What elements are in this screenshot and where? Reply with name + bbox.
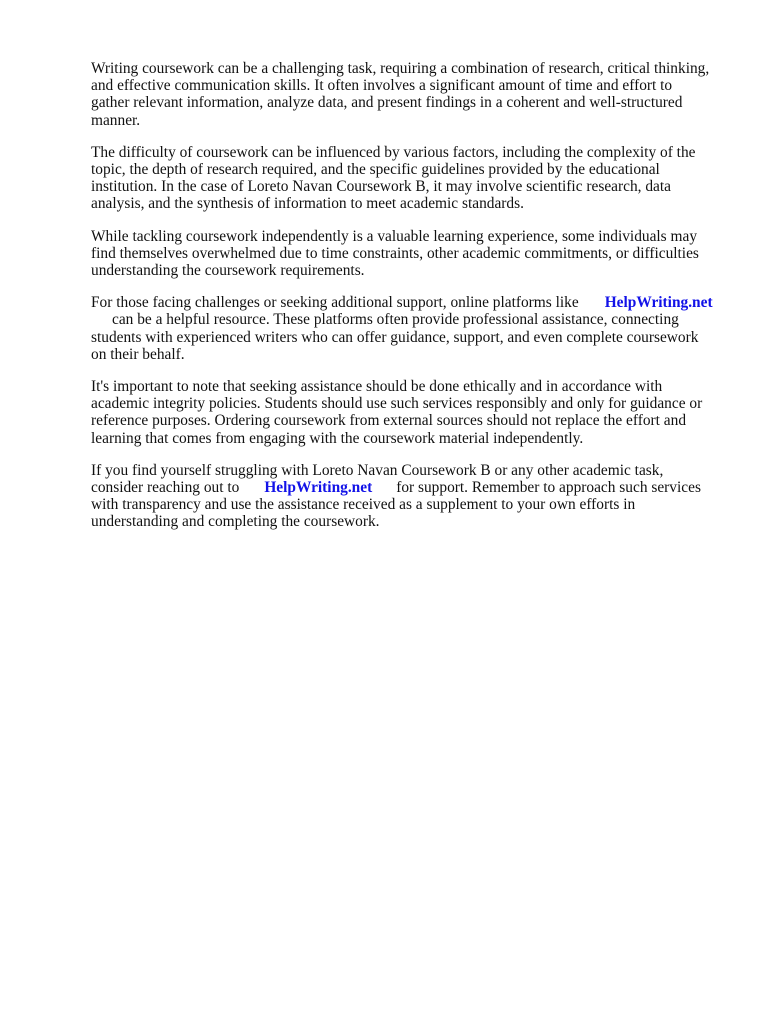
paragraph-ethics <box>91 378 721 447</box>
text-line: manner. <box>91 111 141 129</box>
text-line: understanding and completing the coursework. <box>91 513 380 531</box>
text-line: learning that comes from engaging with the coursework material independently. <box>91 429 584 447</box>
text-line: Writing coursework can be a challenging task, requiring a combination of research, critical thinking, <box>91 60 710 77</box>
text-segment: for support. Remember to approach such services <box>396 479 701 497</box>
text-line: gather relevant information, analyze data, and present findings in a coherent and well-structured <box>91 94 683 112</box>
paragraph-difficulty <box>91 144 721 213</box>
text-segment: For those facing challenges or seeking additional support, online platforms like <box>91 294 579 312</box>
text-line: reference purposes. Ordering coursework from external sources should not replace the effort and <box>91 412 687 430</box>
text-line: students with experienced writers who can offer guidance, support, and even complete coursework <box>91 328 699 346</box>
paragraph-independent <box>91 228 721 280</box>
text-line: academic integrity policies. Students should use such services responsibly and only for guidance or <box>91 395 703 413</box>
text-line <box>91 294 721 311</box>
text-line: It's important to note that seeking assistance should be done ethically and in accordance with <box>91 378 663 396</box>
paragraph-intro <box>91 60 721 129</box>
text-segment: consider reaching out to <box>91 479 240 497</box>
helpwriting-link[interactable]: HelpWriting.net <box>604 294 713 312</box>
text-line: If you find yourself struggling with Loreto Navan Coursework B or any other academic task, <box>91 461 664 479</box>
paragraph-support <box>91 294 721 363</box>
text-line: understanding the coursework requirements. <box>91 262 365 280</box>
helpwriting-link[interactable]: HelpWriting.net <box>264 479 373 497</box>
text-line: and effective communication skills. It often involves a significant amount of time and effort to <box>91 77 673 95</box>
text-line: institution. In the case of Loreto Navan Coursework B, it may involve scientific research, data <box>91 178 671 196</box>
text-line <box>91 311 721 328</box>
text-line: with transparency and use the assistance received as a supplement to your own efforts in <box>91 496 636 514</box>
paragraph-conclusion <box>91 462 721 531</box>
text-line: While tackling coursework independently is a valuable learning experience, some individuals may <box>91 227 698 245</box>
text-line: analysis, and the synthesis of information to meet academic standards. <box>91 195 524 213</box>
document-body <box>91 60 721 546</box>
text-line: topic, the depth of research required, and the specific guidelines provided by the educational <box>91 161 660 179</box>
text-line: The difficulty of coursework can be influenced by various factors, including the complexity of the <box>91 143 696 161</box>
text-line: on their behalf. <box>91 345 185 363</box>
text-line <box>91 479 721 496</box>
text-segment: can be a helpful resource. These platforms often provide professional assistance, connecting <box>112 311 679 329</box>
text-line: find themselves overwhelmed due to time constraints, other academic commitments, or difficulties <box>91 244 699 262</box>
